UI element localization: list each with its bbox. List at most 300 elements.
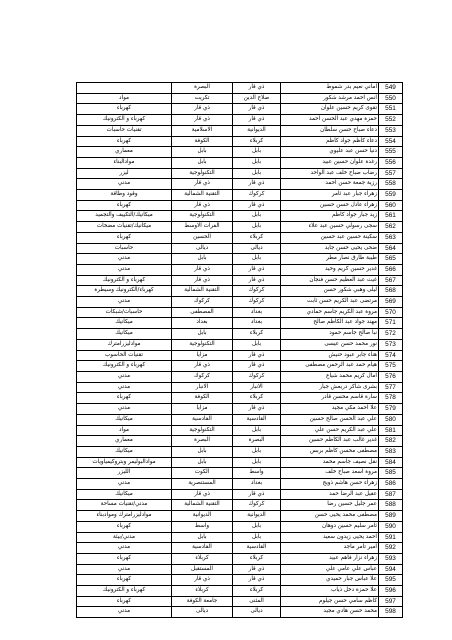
student-name-cell: غدير حسين كريم وحيد — [281, 264, 379, 275]
table-row — [77, 275, 403, 286]
table-row — [77, 511, 403, 522]
table-row — [77, 125, 403, 136]
student-name-cell: رزية جمعة حسن احمد — [281, 179, 379, 190]
institute-cell: كربلاء — [172, 586, 233, 597]
governorate-cell: بابل — [233, 211, 281, 222]
row-number-cell: 567 — [379, 275, 403, 286]
table-row — [77, 404, 403, 415]
governorate-cell: البصرة — [233, 436, 281, 447]
specialization-cell: معماري — [77, 436, 172, 447]
table-row — [77, 586, 403, 597]
row-number-cell: 561 — [379, 211, 403, 222]
governorate-cell: ديالى — [233, 243, 281, 254]
row-number-cell: 597 — [379, 596, 403, 607]
row-number-cell: 572 — [379, 329, 403, 340]
row-number-cell: 551 — [379, 104, 403, 115]
governorate-cell: بابل — [233, 446, 281, 457]
institute-cell: بابل — [172, 157, 233, 168]
institute-cell: ذي قار — [172, 264, 233, 275]
student-name-cell: علي عبد الكريم حسن علي — [281, 425, 379, 436]
row-number-cell: 589 — [379, 511, 403, 522]
institute-cell: ذي قار — [172, 489, 233, 500]
student-name-cell: مروة عبد الكريم جاسم حمادي — [281, 307, 379, 318]
governorate-cell: كربلاء — [233, 586, 281, 597]
table-row — [77, 596, 403, 607]
row-number-cell: 560 — [379, 200, 403, 211]
student-name-cell: ضحى يحيى حسن جايد — [281, 243, 379, 254]
table-row — [77, 329, 403, 340]
institute-cell: بابل — [172, 532, 233, 543]
specialization-cell: كهرباء — [77, 136, 172, 147]
row-number-cell: 556 — [379, 157, 403, 168]
governorate-cell: ديالى — [233, 607, 281, 618]
table-row — [77, 222, 403, 233]
specialization-cell: ميكانيك — [77, 489, 172, 500]
student-name-cell: بشرى شاكر دريعش جبار — [281, 382, 379, 393]
specialization-cell: مدني — [77, 382, 172, 393]
student-name-cell: حمزة مهدي عبد الحسن احمد — [281, 115, 379, 126]
institute-cell: كركوك — [172, 297, 233, 308]
specialization-cell: كهرباء/الكترونيك وسيطرة — [77, 286, 172, 297]
specialization-cell: كهرباء — [77, 596, 172, 607]
table-row — [77, 254, 403, 265]
governorate-cell: كركوك — [233, 297, 281, 308]
specialization-cell: ميكانيك — [77, 446, 172, 457]
specialization-cell: مدني — [77, 607, 172, 618]
table-row — [77, 468, 403, 479]
specialization-cell: كهرباء — [77, 553, 172, 564]
row-number-cell: 584 — [379, 457, 403, 468]
student-name-cell: علا احمد مكي مجيد — [281, 404, 379, 415]
table-row — [77, 136, 403, 147]
table-row — [77, 339, 403, 350]
specialization-cell: وقود وطاقة — [77, 190, 172, 201]
institute-cell: البصرة — [172, 83, 233, 94]
governorate-cell: بابل — [233, 339, 281, 350]
specialization-cell: موادالبوليمر وبتروكيمياويات — [77, 457, 172, 468]
institute-cell: المصطفى — [172, 307, 233, 318]
institute-cell: التقنية الشمالية — [172, 190, 233, 201]
table-row — [77, 83, 403, 94]
row-number-cell: 569 — [379, 297, 403, 308]
student-name-cell: علي عبد الحسن صالح حسين — [281, 414, 379, 425]
institute-cell: ذي قار — [172, 275, 233, 286]
row-number-cell: 592 — [379, 543, 403, 554]
row-number-cell: 587 — [379, 489, 403, 500]
student-name-cell: زهراء جبار عبد ثامر — [281, 190, 379, 201]
institute-cell: بابل — [172, 457, 233, 468]
governorate-cell: بابل — [233, 168, 281, 179]
student-name-cell: عمر جليل حسين رضا — [281, 500, 379, 511]
governorate-cell: كربلاء — [233, 329, 281, 340]
specialization-cell: كهرباء — [77, 521, 172, 532]
institute-cell: التكنولوجية — [172, 168, 233, 179]
row-number-cell: 565 — [379, 254, 403, 265]
row-number-cell: 581 — [379, 425, 403, 436]
table-row — [77, 157, 403, 168]
student-name-cell: رضاب صباح خلف عبد الواحد — [281, 168, 379, 179]
institute-cell: جامعة الكوفة — [172, 596, 233, 607]
governorate-cell: القادسية — [233, 543, 281, 554]
row-number-cell: 577 — [379, 382, 403, 393]
institute-cell: ذي قار — [172, 361, 233, 372]
table-row — [77, 564, 403, 575]
row-number-cell: 582 — [379, 436, 403, 447]
specialization-cell: كهرباء — [77, 575, 172, 586]
institute-cell: المستقبل — [172, 564, 233, 575]
table-row — [77, 457, 403, 468]
specialization-cell: مدني — [77, 543, 172, 554]
students-table-body — [77, 83, 403, 618]
institute-cell: بغداد — [172, 318, 233, 329]
student-name-cell: رغدة علوان حسين عبيد — [281, 157, 379, 168]
row-number-cell: 594 — [379, 564, 403, 575]
table-row — [77, 500, 403, 511]
governorate-cell: كركوك — [233, 371, 281, 382]
row-number-cell: 553 — [379, 125, 403, 136]
institute-cell: ذي قار — [172, 104, 233, 115]
student-name-cell: امير تامر ماجد — [281, 543, 379, 554]
student-name-cell: هناء جابر عبود حنيش — [281, 350, 379, 361]
student-name-cell: دنيا حسن عبد عليوي — [281, 147, 379, 158]
specialization-cell: حاسبات — [77, 243, 172, 254]
specialization-cell: الليزر — [77, 468, 172, 479]
table-row — [77, 211, 403, 222]
table-row — [77, 115, 403, 126]
governorate-cell: ذي قار — [233, 104, 281, 115]
governorate-cell: بابل — [233, 457, 281, 468]
governorate-cell: ذي قار — [233, 264, 281, 275]
student-name-cell: علا حمزة دخل ذياب — [281, 586, 379, 597]
governorate-cell: ذي قار — [233, 489, 281, 500]
specialization-cell: تقنيات حاسبات — [77, 125, 172, 136]
student-name-cell: نقل نصيف جاسم محمد — [281, 457, 379, 468]
governorate-cell: صلاح الدين — [233, 93, 281, 104]
specialization-cell: كهرباء — [77, 104, 172, 115]
table-row — [77, 393, 403, 404]
institute-cell: الديوانية — [172, 511, 233, 522]
student-name-cell: دعاء صباح حسن سلطان — [281, 125, 379, 136]
specialization-cell — [77, 83, 172, 94]
table-row — [77, 168, 403, 179]
student-name-cell: دعاء كاظم جواد كاظم — [281, 136, 379, 147]
table-row — [77, 371, 403, 382]
governorate-cell: ذي قار — [233, 115, 281, 126]
institute-cell: الكوفة — [172, 136, 233, 147]
institute-cell: الحسين — [172, 232, 233, 243]
row-number-cell: 588 — [379, 500, 403, 511]
specialization-cell: كهرباء و الكترونيك — [77, 586, 172, 597]
row-number-cell: 573 — [379, 339, 403, 350]
governorate-cell: الديوانية — [233, 511, 281, 522]
governorate-cell: بابل — [233, 521, 281, 532]
table-row — [77, 286, 403, 297]
row-number-cell: 562 — [379, 222, 403, 233]
specialization-cell: مواد — [77, 425, 172, 436]
row-number-cell: 570 — [379, 307, 403, 318]
student-name-cell: زيد جبار جواد كاظم — [281, 211, 379, 222]
specialization-cell: مدني — [77, 479, 172, 490]
specialization-cell: حاسبات/شبكات — [77, 307, 172, 318]
student-name-cell: سارة قاسم محسن قادر — [281, 393, 379, 404]
specialization-cell: كهرباء — [77, 232, 172, 243]
institute-cell: الانبار — [172, 382, 233, 393]
specialization-cell: مدني — [77, 254, 172, 265]
institute-cell: التكنولوجية — [172, 339, 233, 350]
governorate-cell: بغداد — [233, 479, 281, 490]
row-number-cell: 575 — [379, 361, 403, 372]
row-number-cell: 566 — [379, 264, 403, 275]
institute-cell: بابل — [172, 329, 233, 340]
student-name-cell: مروة اسعد صباح خلف — [281, 468, 379, 479]
table-row — [77, 414, 403, 425]
table-row — [77, 532, 403, 543]
institute-cell: الفرات الاوسط — [172, 222, 233, 233]
row-number-cell: 555 — [379, 147, 403, 158]
student-name-cell: امال كريم محمد شياع — [281, 371, 379, 382]
specialization-cell: مدني — [77, 297, 172, 308]
student-name-cell: كاظم سامي حسن جيلوم — [281, 596, 379, 607]
student-name-cell: مرتضى عبد الكريم حسن ثابت — [281, 297, 379, 308]
table-row — [77, 446, 403, 457]
row-number-cell: 586 — [379, 479, 403, 490]
governorate-cell: الانبار — [233, 382, 281, 393]
row-number-cell: 576 — [379, 371, 403, 382]
row-number-cell: 585 — [379, 468, 403, 479]
institute-cell: التكنولوجية — [172, 425, 233, 436]
governorate-cell: ذي قار — [233, 564, 281, 575]
table-row — [77, 93, 403, 104]
specialization-cell: ميكانيك/التكييف والتجميد — [77, 211, 172, 222]
student-name-cell: عقيل عبد الرضا حمد — [281, 489, 379, 500]
governorate-cell: كركوك — [233, 286, 281, 297]
row-number-cell: 550 — [379, 93, 403, 104]
institute-cell: القادسية — [172, 414, 233, 425]
institute-cell: ذي قار — [172, 179, 233, 190]
governorate-cell: ذي قار — [233, 404, 281, 415]
governorate-cell: بغداد — [233, 318, 281, 329]
governorate-cell: ذي قار — [233, 179, 281, 190]
governorate-cell: القادسية — [233, 414, 281, 425]
table-row — [77, 243, 403, 254]
student-name-cell: ليلى وهبي شكور حسن — [281, 286, 379, 297]
student-name-cell: سجى رسولي حسين عبد علاء — [281, 222, 379, 233]
student-name-cell: مصطفى محمد يحيى حسن — [281, 511, 379, 522]
student-name-cell: مهند جواد عبد الكاظم صالح — [281, 318, 379, 329]
student-name-cell: زهراء عادل حسن حسين — [281, 200, 379, 211]
institute-cell: مزايا — [172, 404, 233, 415]
specialization-cell: مدني/تقنيات مساحة — [77, 500, 172, 511]
specialization-cell: موادليزرامترك وموادبناء — [77, 511, 172, 522]
specialization-cell: معماري — [77, 147, 172, 158]
row-number-cell: 549 — [379, 83, 403, 94]
specialization-cell: تقنيات الحاسوب — [77, 350, 172, 361]
governorate-cell: المثنى — [233, 596, 281, 607]
institute-cell: التقنية الشمالية — [172, 286, 233, 297]
institute-cell: بابل — [172, 147, 233, 158]
specialization-cell: كهرباء و الكترونيك — [77, 115, 172, 126]
student-name-cell: علا عباس جبار حميدي — [281, 575, 379, 586]
row-number-cell: 583 — [379, 446, 403, 457]
governorate-cell: كركوك — [233, 500, 281, 511]
institute-cell: التكنولوجية — [172, 211, 233, 222]
row-number-cell: 563 — [379, 232, 403, 243]
institute-cell: واسط — [172, 521, 233, 532]
specialization-cell: كهرباء — [77, 200, 172, 211]
table-row — [77, 307, 403, 318]
row-number-cell: 591 — [379, 532, 403, 543]
governorate-cell: بابل — [233, 425, 281, 436]
institute-cell: الكوفة — [172, 393, 233, 404]
specialization-cell: مدني — [77, 264, 172, 275]
specialization-cell: موادالبناء — [77, 157, 172, 168]
institute-cell: ذي قار — [172, 575, 233, 586]
institute-cell: كربلاء — [172, 553, 233, 564]
governorate-cell: ذي قار — [233, 275, 281, 286]
table-row — [77, 318, 403, 329]
governorate-cell: بابل — [233, 222, 281, 233]
specialization-cell: ميكانيك — [77, 329, 172, 340]
table-row — [77, 179, 403, 190]
governorate-cell: كربلاء — [233, 136, 281, 147]
specialization-cell: كهرباء و الكترونيك — [77, 275, 172, 286]
table-row — [77, 489, 403, 500]
row-number-cell: 564 — [379, 243, 403, 254]
row-number-cell: 598 — [379, 607, 403, 618]
institute-cell: ذي قار — [172, 200, 233, 211]
specialization-cell: كهرباء — [77, 393, 172, 404]
institute-cell: البصرة — [172, 436, 233, 447]
student-name-cell: غيث عبد العظيم حسن فنجان — [281, 275, 379, 286]
table-row — [77, 147, 403, 158]
governorate-cell: كربلاء — [233, 393, 281, 404]
row-number-cell: 596 — [379, 586, 403, 597]
row-number-cell: 580 — [379, 414, 403, 425]
table-row — [77, 479, 403, 490]
table-row — [77, 521, 403, 532]
table-row — [77, 232, 403, 243]
student-name-cell: زهراء حسن هاشم ذويج — [281, 479, 379, 490]
row-number-cell: 590 — [379, 521, 403, 532]
row-number-cell: 554 — [379, 136, 403, 147]
table-row — [77, 264, 403, 275]
student-name-cell: اماني نعيم بدر شموط — [281, 83, 379, 94]
table-row — [77, 553, 403, 564]
row-number-cell: 595 — [379, 575, 403, 586]
institute-cell: بابل — [172, 446, 233, 457]
governorate-cell: واسط — [233, 468, 281, 479]
specialization-cell: ليزر — [77, 168, 172, 179]
institute-cell: مزايا — [172, 350, 233, 361]
table-row — [77, 350, 403, 361]
table-row — [77, 425, 403, 436]
specialization-cell: مدني/بيئة — [77, 532, 172, 543]
student-name-cell: طيبة طارق نصار مطر — [281, 254, 379, 265]
institute-cell: كركوك — [172, 371, 233, 382]
table-row — [77, 190, 403, 201]
row-number-cell: 579 — [379, 404, 403, 415]
student-name-cell: محمد حسن هادي مجيد — [281, 607, 379, 618]
row-number-cell: 557 — [379, 168, 403, 179]
row-number-cell: 593 — [379, 553, 403, 564]
table-row — [77, 575, 403, 586]
student-name-cell: سكينة حسين عبد حسين — [281, 232, 379, 243]
table-row — [77, 297, 403, 308]
governorate-cell: بغداد — [233, 307, 281, 318]
row-number-cell: 578 — [379, 393, 403, 404]
institute-cell: القادسية — [172, 543, 233, 554]
students-table — [76, 82, 403, 618]
governorate-cell: ذي قار — [233, 83, 281, 94]
governorate-cell: ذي قار — [233, 200, 281, 211]
row-number-cell: 558 — [379, 179, 403, 190]
row-number-cell: 574 — [379, 350, 403, 361]
row-number-cell: 559 — [379, 190, 403, 201]
governorate-cell: كربلاء — [233, 553, 281, 564]
student-name-cell: غدير غالب عبد الكاظم حسين — [281, 436, 379, 447]
institute-cell: التقنية الشمالية — [172, 500, 233, 511]
institute-cell: بابل — [172, 254, 233, 265]
student-name-cell: نور محمد حسن عيسى — [281, 339, 379, 350]
governorate-cell: الديوانية — [233, 125, 281, 136]
institute-cell: الكوت — [172, 468, 233, 479]
student-name-cell: انس احمد مرشد شكور — [281, 93, 379, 104]
specialization-cell: مدني — [77, 371, 172, 382]
table-row — [77, 543, 403, 554]
governorate-cell: بابل — [233, 532, 281, 543]
table-row — [77, 361, 403, 372]
table-row — [77, 382, 403, 393]
specialization-cell: ميكانيك — [77, 318, 172, 329]
row-number-cell: 571 — [379, 318, 403, 329]
student-name-cell: مصطفى محسن كاظم بربس — [281, 446, 379, 457]
institute-cell: ذي قار — [172, 115, 233, 126]
institute-cell: ديالى — [172, 243, 233, 254]
governorate-cell: ذي قار — [233, 575, 281, 586]
governorate-cell: كركوك — [233, 190, 281, 201]
specialization-cell: موادليزرامترك — [77, 339, 172, 350]
specialization-cell: مدني — [77, 179, 172, 190]
governorate-cell: كربلاء — [233, 232, 281, 243]
governorate-cell: بابل — [233, 254, 281, 265]
governorate-cell: بابل — [233, 147, 281, 158]
row-number-cell: 552 — [379, 115, 403, 126]
specialization-cell: كهرباء و الكترونيك — [77, 361, 172, 372]
row-number-cell: 568 — [379, 286, 403, 297]
student-name-cell: تقوى كريم حسين علوان — [281, 104, 379, 115]
institute-cell: الاسلامية — [172, 125, 233, 136]
table-row — [77, 200, 403, 211]
student-name-cell: عباس علي عامي علي — [281, 564, 379, 575]
specialization-cell: مدني — [77, 564, 172, 575]
table-row — [77, 607, 403, 618]
institute-cell: المستنصرية — [172, 479, 233, 490]
student-name-cell: هيام حمد عبد الرحمن مصطفى — [281, 361, 379, 372]
specialization-cell: ميكانيك/تقنيات مضخات — [77, 222, 172, 233]
specialization-cell: مواد — [77, 93, 172, 104]
governorate-cell: ذي قار — [233, 361, 281, 372]
specialization-cell: مدني — [77, 404, 172, 415]
institute-cell: تكريت — [172, 93, 233, 104]
student-name-cell: ثامر سليم حسين دوهان — [281, 521, 379, 532]
governorate-cell: ذي قار — [233, 350, 281, 361]
student-name-cell: نبا صالح جاسم حمود — [281, 329, 379, 340]
specialization-cell: ميكانيك — [77, 414, 172, 425]
table-row — [77, 104, 403, 115]
institute-cell: ديالى — [172, 607, 233, 618]
table-row — [77, 436, 403, 447]
student-name-cell: احمد يحيى زيدون سعيد — [281, 532, 379, 543]
